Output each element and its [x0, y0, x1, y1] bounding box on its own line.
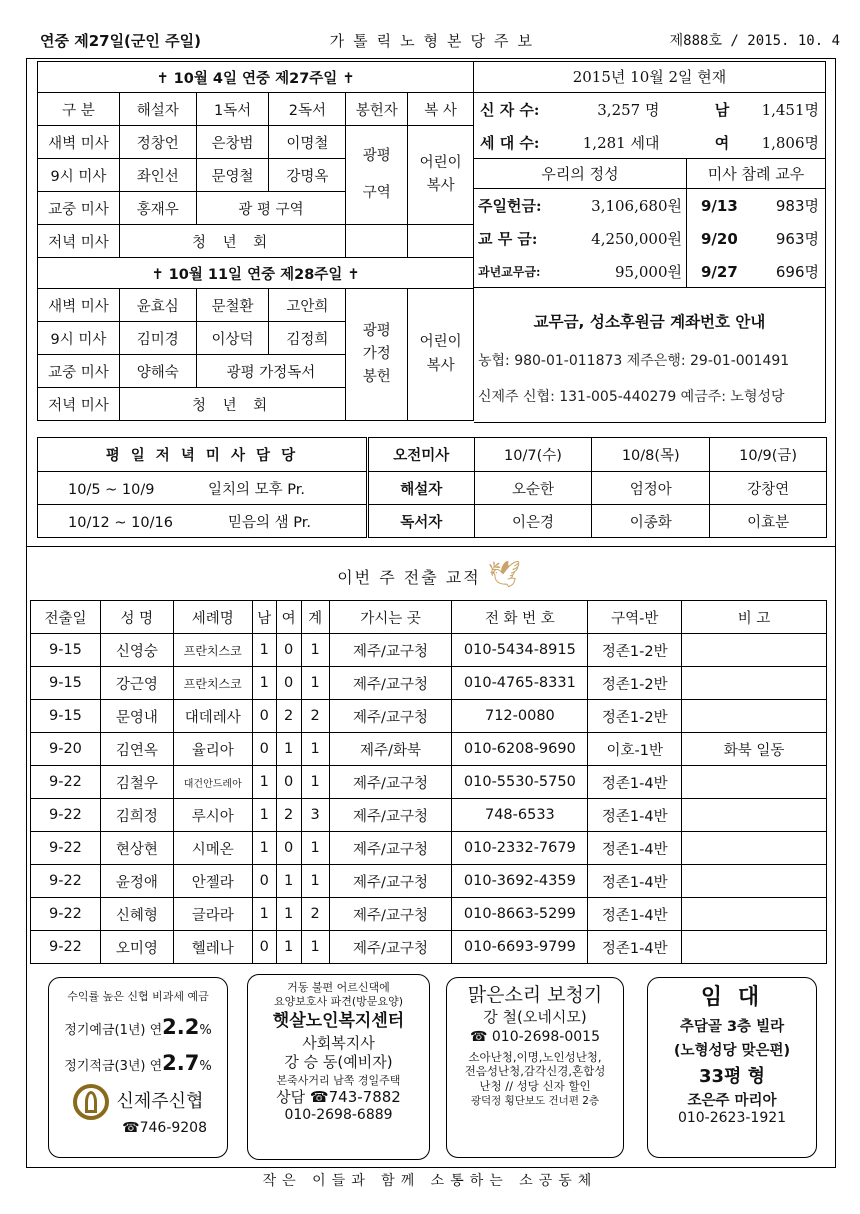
- remarks: [682, 634, 827, 667]
- ad-name: 신제주신협: [116, 1091, 204, 1112]
- mass-name: 저녁 미사: [38, 225, 120, 258]
- destination: 제주/화북: [329, 733, 452, 766]
- ad-line: 요양보호사 파견(방문요양): [274, 994, 403, 1008]
- reader-label: 독서자: [367, 505, 474, 538]
- destination: 제주/교구청: [329, 634, 452, 667]
- transfer-name: 강근영: [100, 667, 173, 700]
- ad-phone: 010-2623-1921: [677, 1110, 787, 1127]
- destination: 제주/교구청: [329, 766, 452, 799]
- offering-group: 광평 구역: [346, 126, 408, 225]
- district: 정존1-4반: [588, 898, 682, 931]
- remarks: [682, 799, 827, 832]
- remarks: 화북 일동: [682, 733, 827, 766]
- col-header: 남: [252, 601, 276, 634]
- male-count: 0: [252, 865, 276, 898]
- weekday-row: [38, 472, 368, 505]
- total-count: 3: [301, 799, 329, 832]
- phone-number: 010-6693-9799: [452, 931, 588, 964]
- table-row: [31, 766, 827, 799]
- attendance-count: 696명: [775, 263, 819, 281]
- attendance-row: [687, 255, 825, 288]
- ad-line: 광덕정 횡단보도 건너편 2층: [470, 1095, 600, 1108]
- transfer-date: 9-15: [31, 667, 101, 700]
- district: 정존1-4반: [588, 832, 682, 865]
- total-count: 1: [301, 865, 329, 898]
- households-label: 세 대 수:: [480, 133, 540, 152]
- total-count: 2: [301, 700, 329, 733]
- ad-name: 임 대: [700, 985, 764, 1010]
- transfer-date: 9-15: [31, 634, 101, 667]
- attendance-row: [687, 222, 825, 255]
- day-header: 10/8(목): [592, 438, 710, 472]
- transfer-date: 9-22: [31, 865, 101, 898]
- ad-line: 강 철(오네시모): [483, 1007, 587, 1026]
- transfer-date: 9-22: [31, 799, 101, 832]
- attendance-date: 9/13: [701, 196, 738, 215]
- ad-line: 수익률 높은 신협 비과세 예금: [67, 990, 209, 1003]
- readers: 광 평 구역: [196, 192, 346, 225]
- ad-phone: 010-2698-6889: [284, 1106, 393, 1123]
- remarks: [682, 898, 827, 931]
- ad-line: 전음성난청,감각신경,혼합성: [464, 1064, 606, 1079]
- baptismal-name: 안젤라: [173, 865, 252, 898]
- table-row: [31, 931, 827, 964]
- ad-line: 거동 불편 어르신댁에: [287, 981, 390, 994]
- ad-line: 본죽사거리 남쪽 경일주택: [276, 1074, 401, 1088]
- col-header: 가시는 곳: [329, 601, 452, 634]
- account-line1: 농협: 980-01-011873 제주은행: 29-01-001491: [478, 353, 790, 369]
- rate-value: 2.7: [162, 1051, 200, 1075]
- transfer-date: 9-22: [31, 898, 101, 931]
- transfer-title-row: [0, 560, 860, 590]
- morning-mass-label: 오전미사: [367, 438, 474, 472]
- attendance-box: [687, 159, 825, 288]
- mass-name: 새벽 미사: [38, 126, 120, 159]
- mass-name: 교중 미사: [38, 192, 120, 225]
- offering-row: [474, 255, 686, 288]
- reader2: 이명철: [269, 126, 346, 159]
- reader2: 고안희: [269, 289, 346, 322]
- phone-number: 010-5434-8915: [452, 634, 588, 667]
- ad-line: %: [199, 1059, 212, 1074]
- ad-line: 정기적금(3년) 연: [64, 1059, 163, 1074]
- destination: 제주/교구청: [329, 667, 452, 700]
- reader1: 문영철: [196, 159, 269, 192]
- male-count: 1: [252, 898, 276, 931]
- mass-name: 저녁 미사: [38, 388, 120, 421]
- transfer-date: 9-20: [31, 733, 101, 766]
- female-count: 0: [276, 766, 301, 799]
- col-header: 해설자: [119, 93, 196, 126]
- reader1: 문철환: [196, 289, 269, 322]
- morning-reader: 이효분: [710, 505, 827, 538]
- table-row: [31, 832, 827, 865]
- male-label: 남: [714, 101, 730, 119]
- bulletin-title: 가톨릭노형본당주보: [329, 31, 542, 50]
- col-header: 구역-반: [588, 601, 682, 634]
- total-count: 1: [301, 634, 329, 667]
- morning-reader: 이은경: [474, 505, 592, 538]
- offering-row: [474, 189, 686, 222]
- weekday-period: 10/5 ~ 10/9: [68, 481, 155, 498]
- col-header: 비 고: [682, 601, 827, 634]
- reader2: 김정희: [269, 322, 346, 355]
- remarks: [682, 667, 827, 700]
- morning-reader: 이종화: [592, 505, 710, 538]
- district: 정존1-2반: [588, 700, 682, 733]
- transfer-date: 9-22: [31, 766, 101, 799]
- destination: 제주/교구청: [329, 898, 452, 931]
- weekday-period: 10/12 ~ 10/16: [68, 514, 173, 531]
- mass-name: 새벽 미사: [38, 289, 120, 322]
- table-row: [31, 667, 827, 700]
- transfer-name: 김희정: [100, 799, 173, 832]
- col-header: 구 분: [38, 93, 120, 126]
- weekday-group: 일치의 모후 Pr.: [208, 481, 305, 498]
- remarks: [682, 865, 827, 898]
- ad-line: 조은주 마리아: [687, 1093, 777, 1110]
- phone-number: 010-8663-5299: [452, 898, 588, 931]
- commentator: 홍재우: [119, 192, 196, 225]
- district: 정존1-2반: [588, 634, 682, 667]
- ad-hearing-aid: [446, 977, 624, 1158]
- col-header: 1독서: [196, 93, 269, 126]
- morning-commentator: 엄정아: [592, 472, 710, 505]
- col-header: 계: [301, 601, 329, 634]
- morning-commentator: 오순한: [474, 472, 592, 505]
- attendance-date: 9/27: [701, 262, 738, 281]
- female-count: 1: [276, 865, 301, 898]
- week1-title: ✝ 10월 4일 연중 제27주일 ✝: [38, 62, 474, 93]
- destination: 제주/교구청: [329, 832, 452, 865]
- transfer-title: 이번 주 전출 교적: [337, 568, 481, 587]
- offering-value: 4,250,000원: [591, 230, 682, 248]
- ad-line: 소아난청,이명,노인성난청,: [468, 1050, 602, 1064]
- attendance-date: 9/20: [701, 229, 738, 248]
- rate-value: 2.2: [162, 1014, 200, 1039]
- transfer-name: 현상현: [100, 832, 173, 865]
- commentator: 정창언: [119, 126, 196, 159]
- commentator: 좌인선: [119, 159, 196, 192]
- destination: 제주/교구청: [329, 799, 452, 832]
- households-count: 1,281 세대: [582, 133, 660, 152]
- baptismal-name: 글라라: [173, 898, 252, 931]
- female-count: 0: [276, 667, 301, 700]
- account-info: [474, 288, 826, 423]
- female-count: 1: [276, 931, 301, 964]
- ad-phone: ☎ 010-2698-0015: [470, 1028, 600, 1045]
- readers: 광평 가정독서: [196, 355, 346, 388]
- phone-number: 010-2332-7679: [452, 832, 588, 865]
- district: 정존1-4반: [588, 931, 682, 964]
- attendance-title: 미사 참례 교우: [687, 159, 825, 189]
- ad-line: 정기예금(1년) 연: [64, 1022, 163, 1038]
- table-row: [31, 865, 827, 898]
- phone-number: 748-6533: [452, 799, 588, 832]
- col-header: 복 사: [408, 93, 474, 126]
- ad-welfare-center: [247, 974, 430, 1160]
- weekday-group: 믿음의 샘 Pr.: [228, 514, 311, 531]
- ad-phone: ☎746-9208: [122, 1120, 207, 1137]
- commentator: 양해숙: [119, 355, 196, 388]
- ad-shinhyup: [48, 977, 228, 1158]
- offering-title: 우리의 정성: [474, 159, 686, 189]
- district: 이호-1반: [588, 733, 682, 766]
- youth-group: 청 년 회: [119, 388, 345, 421]
- believers-row: [474, 93, 825, 126]
- col-header: 봉헌자: [346, 93, 408, 126]
- total-count: 1: [301, 931, 329, 964]
- female-count: 2: [276, 799, 301, 832]
- baptismal-name: 프란치스코: [173, 667, 252, 700]
- table-row: [31, 634, 827, 667]
- ad-line: 난청 // 성당 신자 할인: [479, 1078, 591, 1093]
- transfer-name: 문영내: [100, 700, 173, 733]
- ad-rental: [647, 977, 817, 1158]
- account-line2: 신제주 신협: 131-005-440279 예금주: 노형성당: [478, 389, 785, 405]
- remarks: [682, 931, 827, 964]
- baptismal-name: 대데레사: [173, 700, 252, 733]
- baptismal-name: 헬레나: [173, 931, 252, 964]
- transfer-name: 신영숭: [100, 634, 173, 667]
- ad-line: %: [199, 1022, 212, 1038]
- male-count: 0: [252, 931, 276, 964]
- transfer-date: 9-22: [31, 931, 101, 964]
- day-header: 10/7(수): [474, 438, 592, 472]
- ad-line: 강 승 동(예비자): [284, 1052, 393, 1071]
- total-count: 1: [301, 766, 329, 799]
- remarks: [682, 700, 827, 733]
- female-label: 여: [714, 133, 730, 152]
- altar-server: 어린이 복사: [408, 289, 474, 421]
- district: 정존1-4반: [588, 799, 682, 832]
- total-count: 1: [301, 832, 329, 865]
- attendance-row: [687, 189, 825, 222]
- offering-box: [474, 159, 687, 288]
- female-count: 2: [276, 700, 301, 733]
- female-count: 1,806명: [761, 133, 819, 152]
- destination: 제주/교구청: [329, 700, 452, 733]
- account-title: 교무금, 성소후원금 계좌번호 안내: [533, 313, 766, 331]
- offering-row: [474, 222, 686, 255]
- transfer-table: [30, 600, 827, 964]
- col-header: 세례명: [173, 601, 252, 634]
- male-count: 1: [252, 766, 276, 799]
- day-header: 10/9(금): [710, 438, 827, 472]
- male-count: 1: [252, 832, 276, 865]
- remarks: [682, 832, 827, 865]
- ad-line: 33평 형: [698, 1065, 766, 1087]
- offering-group: 광평 가정 봉헌: [346, 289, 408, 421]
- destination: 제주/교구청: [329, 865, 452, 898]
- offering-value: 3,106,680원: [591, 197, 682, 215]
- believers-label: 신 자 수:: [480, 101, 540, 119]
- baptismal-name: 프란치스코: [173, 634, 252, 667]
- phone-number: 712-0080: [452, 700, 588, 733]
- ad-line: 사회복지사: [302, 1033, 375, 1052]
- commentator: 윤효심: [119, 289, 196, 322]
- female-count: 0: [276, 634, 301, 667]
- col-header: 전출일: [31, 601, 101, 634]
- reader2: 강명옥: [269, 159, 346, 192]
- transfer-date: 9-15: [31, 700, 101, 733]
- phone-number: 010-6208-9690: [452, 733, 588, 766]
- col-header: 성 명: [100, 601, 173, 634]
- reader1: 이상덕: [196, 322, 269, 355]
- phone-number: 010-4765-8331: [452, 667, 588, 700]
- total-count: 1: [301, 667, 329, 700]
- issue-number: 제888호 / 2015. 10. 4: [669, 33, 840, 49]
- male-count: 1,451명: [761, 101, 819, 119]
- ad-name: 맑은소리 보청기: [467, 984, 603, 1006]
- phone-number: 010-5530-5750: [452, 766, 588, 799]
- district: 정존1-4반: [588, 766, 682, 799]
- female-count: 1: [276, 898, 301, 931]
- baptismal-name: 시메온: [173, 832, 252, 865]
- ad-line: 추담골 3층 빌라: [679, 1018, 785, 1035]
- baptismal-name: 대건안드레아: [173, 766, 252, 799]
- stats-date: 2015년 10월 2일 현재: [474, 62, 825, 93]
- morning-commentator: 강창연: [710, 472, 827, 505]
- phone-number: 010-3692-4359: [452, 865, 588, 898]
- weekday-title: 평 일 저 녁 미 사 담 당: [38, 438, 368, 472]
- male-count: 1: [252, 799, 276, 832]
- believers-count: 3,257 명: [597, 101, 660, 119]
- commentator-label: 해설자: [367, 472, 474, 505]
- attendance-count: 963명: [775, 230, 819, 248]
- female-count: 1: [276, 733, 301, 766]
- offering-label: 주일헌금:: [478, 197, 542, 215]
- baptismal-name: 루시아: [173, 799, 252, 832]
- liturgical-day: 연중 제27일(군인 주일): [40, 31, 201, 50]
- ad-line: (노형성당 맞은편): [673, 1042, 791, 1059]
- male-count: 1: [252, 634, 276, 667]
- transfer-name: 신혜형: [100, 898, 173, 931]
- col-header: 2독서: [269, 93, 346, 126]
- total-count: 2: [301, 898, 329, 931]
- female-count: 0: [276, 832, 301, 865]
- reader1: 은창범: [196, 126, 269, 159]
- remarks: [682, 766, 827, 799]
- male-count: 1: [252, 667, 276, 700]
- table-row: [31, 700, 827, 733]
- male-count: 0: [252, 700, 276, 733]
- transfer-date: 9-22: [31, 832, 101, 865]
- ad-phone: 상담 ☎743-7882: [276, 1088, 401, 1106]
- table-row: [31, 733, 827, 766]
- mass-name: 9시 미사: [38, 159, 120, 192]
- table-row: [31, 898, 827, 931]
- offering-label: 과년교무금:: [478, 265, 541, 279]
- mass-name: 교중 미사: [38, 355, 120, 388]
- week2-title: ✝ 10월 11일 연중 제28주일 ✝: [38, 258, 474, 289]
- col-header: 전 화 번 호: [452, 601, 588, 634]
- district: 정존1-4반: [588, 865, 682, 898]
- table-row: [31, 799, 827, 832]
- offering-label: 교 무 금:: [478, 230, 538, 248]
- baptismal-name: 율리아: [173, 733, 252, 766]
- transfer-name: 김연옥: [100, 733, 173, 766]
- altar-server: 어린이 복사: [408, 126, 474, 225]
- male-count: 0: [252, 733, 276, 766]
- mass-assignment-table: [37, 61, 474, 421]
- offering-value: 95,000원: [615, 263, 682, 281]
- ad-name: 햇살노인복지센터: [272, 1010, 405, 1031]
- attendance-count: 983명: [775, 197, 819, 215]
- section-divider: [26, 546, 836, 547]
- dove-icon: 🕊: [487, 560, 523, 590]
- transfer-name: 김철우: [100, 766, 173, 799]
- youth-group: 청 년 회: [119, 225, 345, 258]
- col-header: 여: [276, 601, 301, 634]
- transfer-name: 오미영: [100, 931, 173, 964]
- district: 정존1-2반: [588, 667, 682, 700]
- footer-slogan: 작은 이들과 함께 소통하는 소공동체: [262, 1173, 598, 1189]
- bulletin-header: [40, 26, 840, 54]
- destination: 제주/교구청: [329, 931, 452, 964]
- stats-panel: [474, 61, 826, 288]
- commentator: 김미경: [119, 322, 196, 355]
- transfer-name: 윤정애: [100, 865, 173, 898]
- weekday-duty-table: [37, 437, 827, 538]
- weekday-row: [38, 505, 368, 538]
- shinhyup-logo-icon: [73, 1084, 109, 1120]
- mass-name: 9시 미사: [38, 322, 120, 355]
- households-row: [474, 126, 825, 159]
- total-count: 1: [301, 733, 329, 766]
